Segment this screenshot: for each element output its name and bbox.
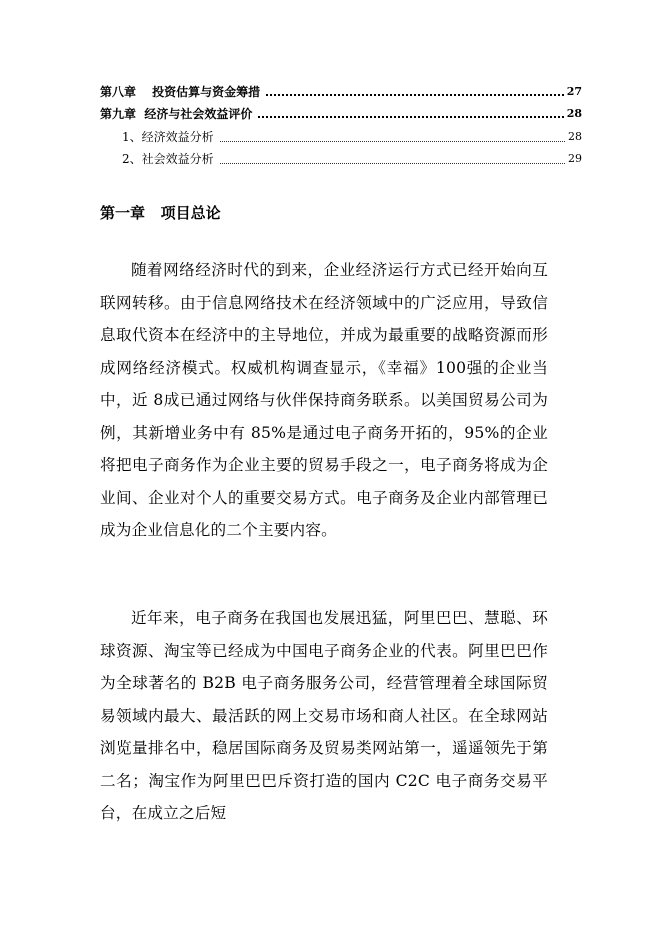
body-paragraph: 随着网络经济时代的到来，企业经济运行方式已经开始向互联网转移。由于信息网络技术在经济领域中的广泛应用，导致信息取代资本在经济中的主导地位，并成为最重要的战略资源而形成网络经济模式。权威机构调查显示，《幸福》100强的企业当中，近 8成已通过网络与伙伴保持商务联系。以美国贸易公司为例，其新增业务中有 85%是通过电子商务开拓的，95%的企业将把电子商务作为企业主要的贸易手段之一，电子商务将成为企业间、企业对个人的重要交易方式。电子商务及企业内部管理已成为企业信息化的二个主要内容。 [100,261,548,539]
toc-dot-leader [258,116,563,118]
toc-entry-social-benefit[interactable] [122,151,582,167]
toc-entry-title: 第九章 经济与社会效益评价 [100,107,253,121]
toc-entry-title: 第八章 投资估算与资金筹措 [100,85,261,99]
toc-entry-economic-benefit[interactable] [122,129,582,145]
toc-entry-title: 1、经济效益分析 [122,130,214,144]
toc-dot-leader [220,163,565,164]
toc-entry-page: 28 [566,107,582,120]
toc-entry-page: 28 [568,130,582,143]
toc-entry-page: 29 [568,152,582,165]
toc-dot-leader [220,141,565,142]
chapter-heading: 第一章 项目总论 [100,204,221,222]
toc-entry-chapter-8[interactable] [100,84,582,100]
toc-entry-chapter-9[interactable] [100,106,582,122]
body-paragraph: 近年来，电子商务在我国也发展迅猛，阿里巴巴、慧聪、环球资源、淘宝等已经成为中国电子商务企业的代表。阿里巴巴作为全球著名的 B2B 电子商务服务公司，经营管理着全球国际贸易领域内最大、最活跃的网上交易市场和商人社区。在全球网站浏览量排名中，稳居国际商务及贸易类网站第一，遥遥领先于第二名；淘宝作为阿里巴巴斥资打造的国内 C2C 电子商务交易平台，在成立之后短 [100,609,548,822]
toc-entry-page: 27 [566,85,582,98]
toc-dot-leader [266,94,564,96]
toc-entry-title: 2、社会效益分析 [122,152,214,166]
